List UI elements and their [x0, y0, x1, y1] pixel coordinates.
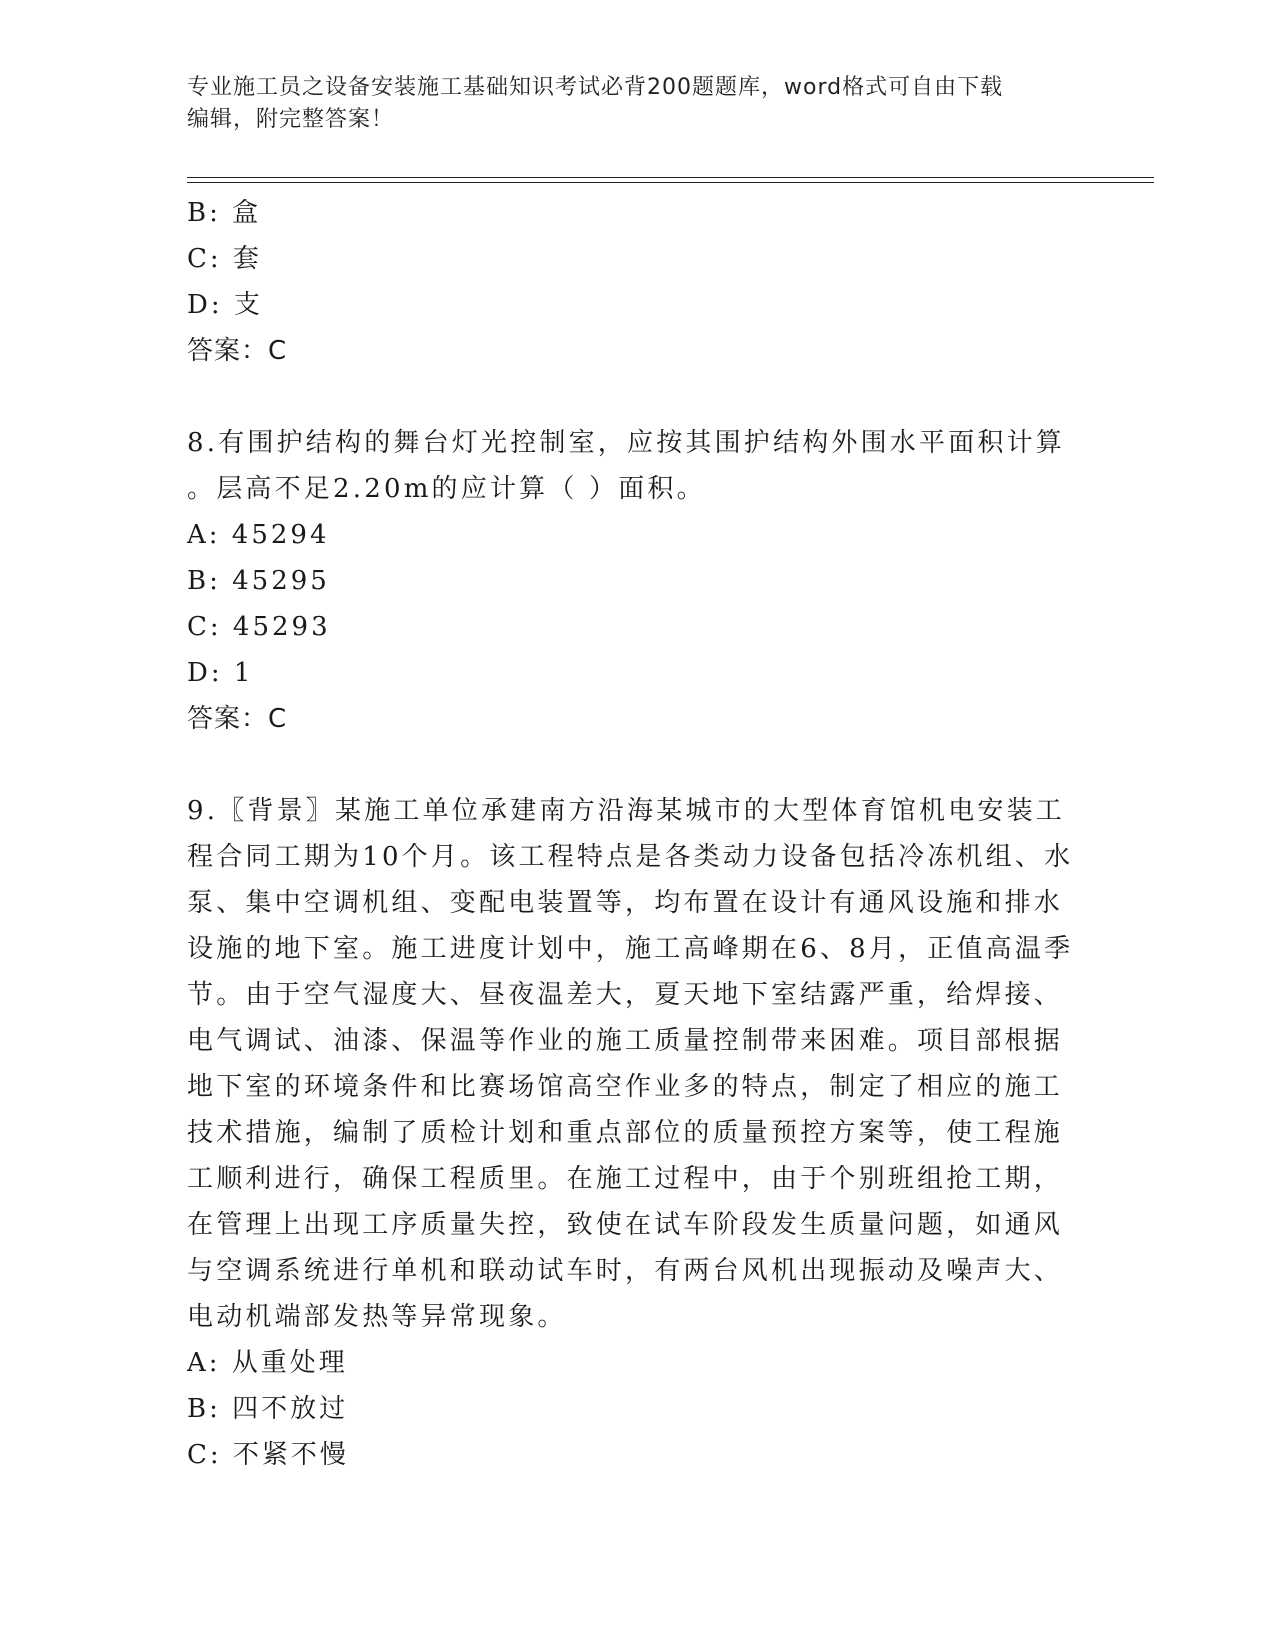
question-line: 9.〖背景〗某施工单位承建南方沿海某城市的大型体育馆机电安装工 [187, 796, 1066, 826]
document-body [187, 190, 1087, 1478]
question-line: 设施的地下室。施工进度计划中，施工高峰期在6、8月，正值高温季 [187, 934, 1074, 964]
document-header [187, 72, 1087, 136]
question-line: 工顺利进行，确保工程质里。在施工过程中，由于个别班组抢工期， [187, 1164, 1064, 1194]
question-line: 电气调试、油漆、保温等作业的施工质量控制带来困难。项目部根据 [187, 1026, 1064, 1056]
header-line-2: 编辑，附完整答案！ [187, 107, 395, 132]
spacer [187, 374, 1087, 420]
answer-line: 答案：C [187, 704, 288, 734]
question-line: 8.有围护结构的舞台灯光控制室，应按其围护结构外围水平面积计算 [187, 428, 1066, 458]
question-line: 电动机端部发热等异常现象。 [187, 1302, 567, 1332]
question-text [187, 420, 1087, 512]
question-line: 地下室的环境条件和比赛场馆高空作业多的特点，制定了相应的施工 [187, 1072, 1064, 1102]
question-7 [187, 190, 1087, 374]
question-line: 在管理上出现工序质量失控，致使在试车阶段发生质量问题，如通风 [187, 1210, 1064, 1240]
question-line: 与空调系统进行单机和联动试车时，有两台风机出现振动及噪声大、 [187, 1256, 1064, 1286]
question-line: 节。由于空气湿度大、昼夜温差大，夏天地下室结露严重，给焊接、 [187, 980, 1064, 1010]
question-line: 技术措施，编制了质检计划和重点部位的质量预控方案等，使工程施 [187, 1118, 1064, 1148]
header-line-1: 专业施工员之设备安装施工基础知识考试必背200题题库，word格式可自由下载 [187, 75, 1004, 100]
option-b: B: 45295 [187, 566, 330, 596]
header-divider-top [187, 177, 1154, 178]
question-8 [187, 420, 1087, 742]
option-c: C: 45293 [187, 612, 331, 642]
option-d: D: 支 [187, 290, 263, 320]
option-a: A: 从重处理 [187, 1348, 348, 1378]
option-a: A: 45294 [187, 520, 330, 550]
header-divider-bottom [187, 182, 1154, 183]
option-c: C: 不紧不慢 [187, 1440, 349, 1470]
answer-line: 答案：C [187, 336, 288, 366]
option-b: B: 盒 [187, 198, 262, 228]
spacer [187, 742, 1087, 788]
option-d: D: 1 [187, 658, 254, 688]
option-b: B: 四不放过 [187, 1394, 349, 1424]
question-text [187, 788, 1087, 1340]
question-9 [187, 788, 1087, 1478]
question-line: 。层高不足2.20m的应计算（ ）面积。 [187, 474, 706, 504]
question-line: 程合同工期为10个月。该工程特点是各类动力设备包括冷冻机组、水 [187, 842, 1074, 872]
option-c: C: 套 [187, 244, 262, 274]
question-line: 泵、集中空调机组、变配电装置等，均布置在设计有通风设施和排水 [187, 888, 1064, 918]
